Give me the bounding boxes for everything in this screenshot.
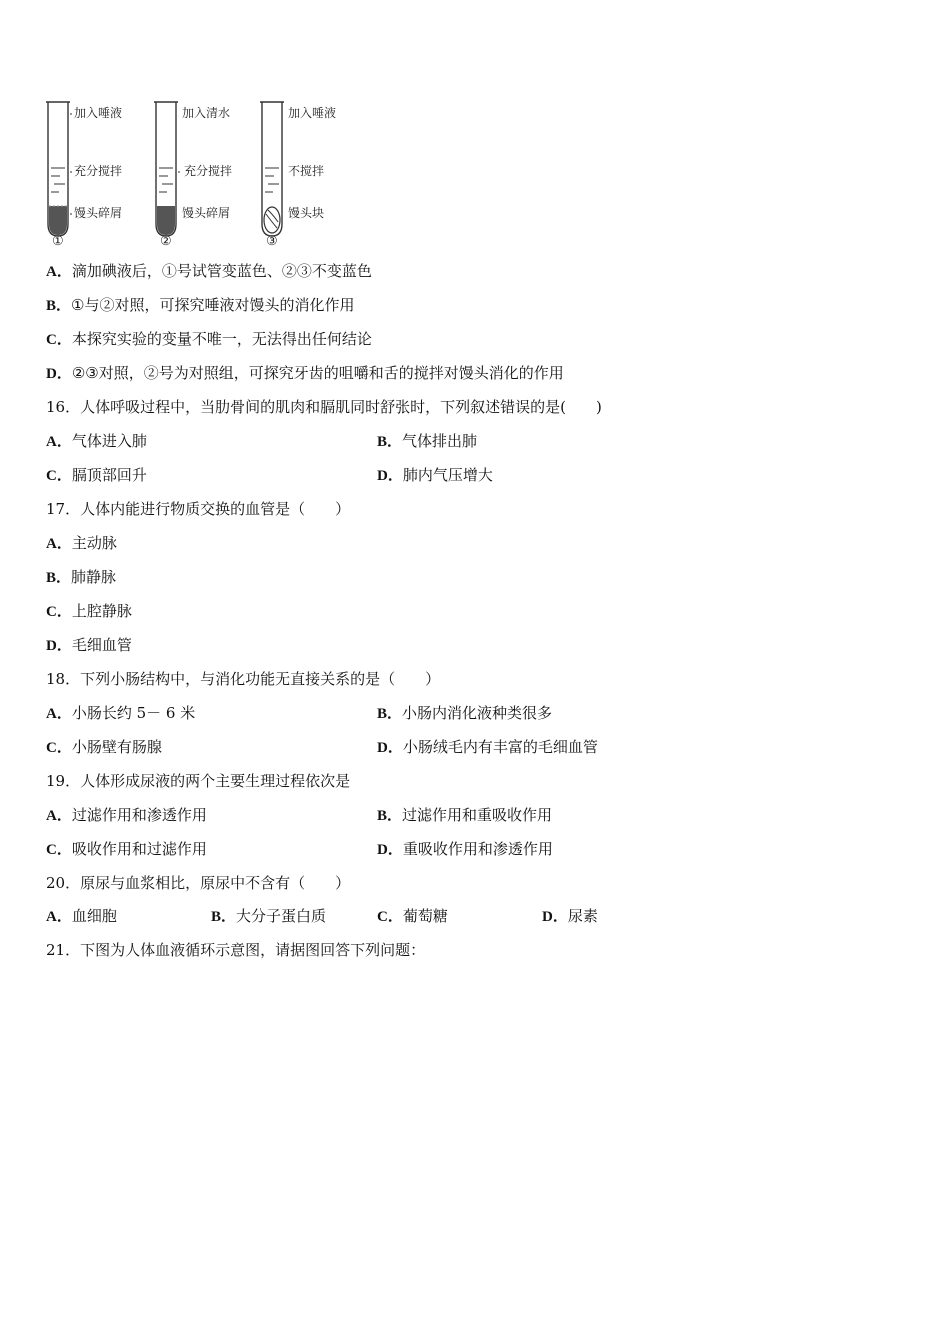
- q18-option-d: D．小肠绒毛内有丰富的毛细血管: [377, 738, 598, 756]
- q19-option-d: D．重吸收作用和渗透作用: [377, 840, 553, 858]
- q16-option-a: A．气体进入肺: [46, 432, 147, 450]
- q17-option-c: C．上腔静脉: [46, 602, 132, 620]
- test-tube-3: [260, 102, 284, 236]
- tube-3-number: ③: [266, 234, 278, 249]
- q16-option-c: C．膈顶部回升: [46, 466, 147, 484]
- q20-option-a: A．血细胞: [46, 907, 117, 925]
- q17-option-a: A．主动脉: [46, 534, 117, 552]
- tube-2-number: ②: [160, 234, 172, 249]
- tube-2-bottom-label: 馒头碎屑: [182, 206, 231, 220]
- q15-option-c: C．本探究实验的变量不唯一，无法得出任何结论: [46, 330, 372, 348]
- tube-2-mid-label: 充分搅拌: [184, 164, 233, 178]
- q21-stem: 21．下图为人体血液循环示意图，请据图回答下列问题：: [46, 941, 426, 959]
- q19-option-c: C．吸收作用和过滤作用: [46, 840, 207, 858]
- q16-option-d: D．肺内气压增大: [377, 466, 493, 484]
- q19-stem: 19．人体形成尿液的两个主要生理过程依次是: [46, 772, 351, 790]
- q15-option-a: A．滴加碘液后，①号试管变蓝色、②③不变蓝色: [46, 262, 372, 280]
- q17-option-d: D．毛细血管: [46, 636, 132, 654]
- q18-option-a: A．小肠长约 5－ 6 米: [46, 704, 196, 722]
- tube-1-number: ①: [52, 234, 64, 249]
- q19-option-b: B．过滤作用和重吸收作用: [377, 806, 553, 824]
- tube-3-mid-label: 不搅拌: [288, 164, 325, 178]
- q17-option-b: B．肺静脉: [46, 568, 117, 586]
- q20-option-b: B．大分子蛋白质: [211, 907, 327, 925]
- tube-3-top-label: 加入唾液: [288, 106, 337, 120]
- tube-1-bottom-label: 馒头碎屑: [74, 206, 123, 220]
- q20-option-c: C．葡萄糖: [377, 907, 448, 925]
- q18-option-b: B．小肠内消化液种类很多: [377, 704, 553, 722]
- tube-3-bottom-label: 馒头块: [288, 206, 325, 220]
- tube-1-mid-label: 充分搅拌: [74, 164, 123, 178]
- q15-option-d: D．②③对照，②号为对照组，可探究牙齿的咀嚼和舌的搅拌对馒头消化的作用: [46, 364, 564, 382]
- q15-option-b: B．①与②对照，可探究唾液对馒头的消化作用: [46, 296, 355, 314]
- q16-option-b: B．气体排出肺: [377, 432, 478, 450]
- q17-stem: 17．人体内能进行物质交换的血管是（ ）: [46, 500, 351, 518]
- test-tube-figure: [40, 96, 360, 252]
- tube-1-top-label: 加入唾液: [74, 106, 123, 120]
- tube-2-top-label: 加入清水: [182, 106, 231, 120]
- q19-option-a: A．过滤作用和渗透作用: [46, 806, 207, 824]
- q20-option-d: D．尿素: [542, 907, 598, 925]
- q20-stem: 20．原尿与血浆相比，原尿中不含有（ ）: [46, 874, 351, 892]
- q16-stem: 16．人体呼吸过程中，当肋骨间的肌肉和膈肌同时舒张时，下列叙述错误的是( ): [46, 398, 602, 416]
- q18-option-c: C．小肠壁有肠腺: [46, 738, 162, 756]
- q18-stem: 18．下列小肠结构中，与消化功能无直接关系的是（ ）: [46, 670, 441, 688]
